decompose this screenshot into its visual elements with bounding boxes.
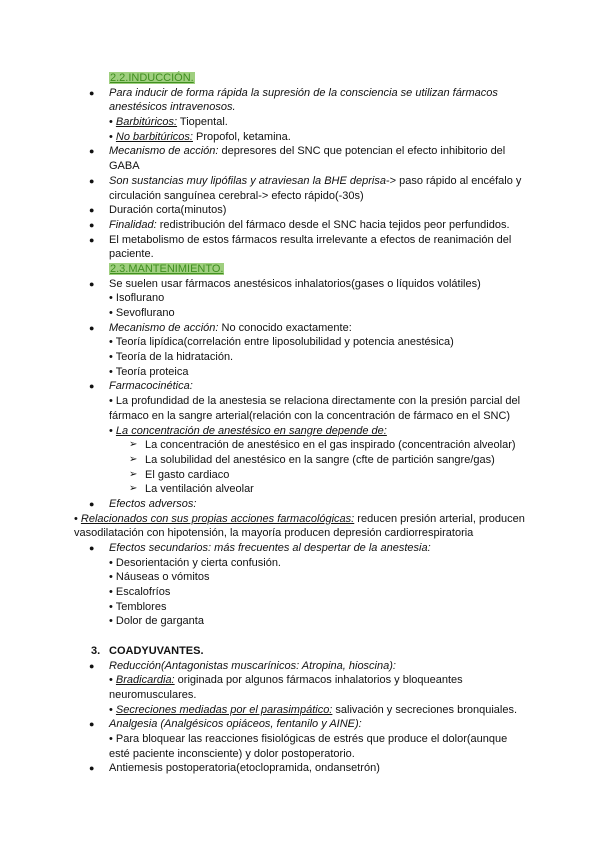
text-segment: salivación y secreciones bronquiales. <box>332 703 518 716</box>
text-line <box>0 453 600 468</box>
line-text <box>109 71 195 86</box>
text-line <box>0 350 600 365</box>
text-segment: • Temblores <box>109 600 167 613</box>
text-line <box>0 629 600 644</box>
highlighted-heading-text: 2.3.MANTENIMIENTO. <box>110 262 224 275</box>
line-text <box>109 174 521 189</box>
line-text <box>145 453 495 468</box>
line-text <box>109 350 233 365</box>
text-segment: La concentración de anestésico en el gas inspirado (concentración alveolar) <box>145 439 516 452</box>
text-segment: La ventilación alveolar <box>145 483 254 496</box>
arrow-bullet-icon: ➢ <box>129 468 138 480</box>
text-segment: • Teoría de la hidratación. <box>109 351 234 364</box>
document-page <box>0 71 600 776</box>
text-line <box>0 233 600 248</box>
text-line <box>0 570 600 585</box>
line-text <box>109 306 175 321</box>
bullet-icon: ● <box>89 146 95 157</box>
section-heading <box>0 71 600 86</box>
line-text <box>109 262 224 277</box>
text-segment: • <box>109 674 116 687</box>
text-segment: Bradicardia: <box>115 674 175 687</box>
text-segment: Analgesia (Analgésicos opiáceos, fentanilo y AINE): <box>109 718 362 731</box>
text-segment: • Dolor de garganta <box>109 615 204 628</box>
text-line <box>0 482 600 497</box>
bullet-icon: ● <box>89 87 95 98</box>
text-segment: Para inducir de forma rápida la supresión de la consciencia se utilizan fármacos <box>109 86 498 99</box>
line-text <box>109 688 196 703</box>
text-line <box>0 438 600 453</box>
text-segment: Mecanismo de acción: <box>109 321 219 334</box>
text-segment: • La profundidad de la anestesia se relaciona directamente con la presión parcial del <box>109 395 521 408</box>
text-segment: anestésicos intravenosos. <box>109 101 236 114</box>
text-line <box>0 365 600 380</box>
text-segment: • Escalofríos <box>109 586 171 599</box>
text-line <box>0 409 600 424</box>
bullet-icon: ● <box>89 719 95 730</box>
text-segment: depresores del SNC que potencian el efecto inhibitorio del <box>218 145 506 158</box>
text-segment: Antiemesis postoperatoria(etoclopramida, ondansetrón) <box>109 762 380 775</box>
text-segment: paciente. <box>109 248 154 261</box>
text-line <box>0 159 600 174</box>
text-segment: Propofol, ketamina. <box>192 130 291 143</box>
line-text <box>109 659 396 674</box>
line-text <box>109 732 507 747</box>
text-line <box>0 703 600 718</box>
line-text <box>109 717 362 732</box>
text-segment: Farmacocinética: <box>109 380 193 393</box>
text-segment: Se suelen usar fármacos anestésicos inhalatorios(gases o líquidos volátiles) <box>109 277 481 290</box>
line-text <box>109 321 352 336</box>
text-segment: • <box>109 424 116 437</box>
text-segment: • <box>109 116 116 129</box>
bullet-icon: ● <box>89 498 95 509</box>
text-segment: • Náuseas o vómitos <box>109 571 210 584</box>
bullet-icon: ● <box>89 219 95 230</box>
arrow-bullet-icon: ➢ <box>129 439 138 451</box>
text-segment: Reducción(Antagonistas muscarínicos: Atropina, hioscina): <box>109 659 396 672</box>
highlighted-heading-text: 2.2.INDUCCIÓN. <box>110 72 194 84</box>
text-segment: La solubilidad del anestésico en la sangre (cfte de partición sangre/gas) <box>145 453 495 466</box>
line-text <box>74 512 525 527</box>
text-line <box>0 394 600 409</box>
text-segment: Efectos secundarios: más frecuentes al despertar de la anestesia: <box>109 542 431 554</box>
text-line <box>0 218 600 233</box>
line-text <box>109 335 454 350</box>
bullet-icon: ● <box>89 205 95 216</box>
line-text <box>109 218 510 233</box>
text-line <box>0 585 600 600</box>
line-text <box>145 438 516 453</box>
line-text <box>109 379 193 394</box>
line-text <box>109 747 355 762</box>
text-segment: • Desorientación y cierta confusión. <box>109 556 281 569</box>
text-segment: redistribución del fármaco desde el SNC hacia tejidos peor perfundidos. <box>156 218 510 231</box>
text-segment: • Teoría lipídica(correlación entre liposolubilidad y potencia anestésica) <box>109 336 454 349</box>
text-line <box>0 468 600 483</box>
line-text <box>109 277 481 292</box>
text-segment: • Teoría proteica <box>109 365 189 378</box>
text-line <box>0 424 600 439</box>
text-segment: neuromusculares. <box>109 688 197 701</box>
text-segment: reducen presión arterial, producen <box>354 512 525 525</box>
text-segment: • Para bloquear las reacciones fisiológicas de estrés que produce el dolor(aunque <box>109 732 508 745</box>
arrow-bullet-icon: ➢ <box>129 453 138 465</box>
text-line <box>0 614 600 629</box>
text-line <box>0 600 600 615</box>
line-text <box>109 189 364 204</box>
text-segment: Duración corta(minutos) <box>109 204 227 217</box>
text-line <box>0 100 600 115</box>
text-line <box>0 291 600 306</box>
line-text <box>109 600 166 615</box>
text-line <box>0 688 600 703</box>
line-text <box>109 100 236 115</box>
text-line <box>0 306 600 321</box>
text-line <box>0 277 600 292</box>
line-text <box>109 585 170 600</box>
bullet-icon: ● <box>89 381 95 392</box>
text-line <box>0 732 600 747</box>
text-segment: Secreciones mediadas por el parasimpático: <box>115 703 333 716</box>
text-segment: El metabolismo de estos fármacos resulta irrelevante a efectos de reanimación del <box>109 233 512 246</box>
arrow-bullet-icon: ➢ <box>129 483 138 495</box>
line-text <box>109 144 505 159</box>
text-segment: • Isoflurano <box>109 292 165 305</box>
text-segment: GABA <box>109 160 140 173</box>
text-segment: vasodilatación con hipotensión, la mayoría producen depresión cardiorrespiratoria <box>74 527 474 540</box>
line-text <box>109 673 463 688</box>
section-heading <box>0 262 600 277</box>
text-segment: Mecanismo de acción: <box>109 145 219 158</box>
line-text <box>145 468 229 483</box>
text-line <box>0 526 600 541</box>
text-segment: • <box>74 512 81 525</box>
text-segment: Relacionados con sus propias acciones farmacológicas: <box>80 512 355 525</box>
line-text <box>109 556 281 571</box>
bullet-icon: ● <box>89 175 95 186</box>
text-segment: Barbitúricos: <box>115 116 178 129</box>
line-text <box>109 497 196 512</box>
text-line <box>0 379 600 394</box>
text-line <box>0 747 600 762</box>
text-segment: • Sevoflurano <box>109 307 175 319</box>
text-line <box>0 321 600 336</box>
text-line <box>0 556 600 571</box>
line-text <box>109 570 209 585</box>
bullet-icon: ● <box>89 660 95 671</box>
line-text <box>109 130 291 145</box>
line-text <box>109 394 520 409</box>
bullet-icon: ● <box>89 322 95 333</box>
line-text <box>109 541 431 556</box>
text-line <box>0 673 600 688</box>
text-line <box>0 717 600 732</box>
text-line <box>0 761 600 776</box>
text-line <box>0 130 600 145</box>
text-segment: No conocido exactamente: <box>218 321 352 334</box>
line-text <box>109 291 164 306</box>
text-segment: • <box>109 130 116 143</box>
line-text <box>74 526 473 541</box>
line-text <box>109 247 154 262</box>
numbered-heading <box>0 644 600 659</box>
bullet-icon: ● <box>89 234 95 245</box>
text-segment: Son sustancias muy lipófilas y atraviesan la BHE deprisa <box>109 174 386 187</box>
text-line <box>0 115 600 130</box>
text-segment: No barbitúricos: <box>115 130 193 143</box>
line-text <box>109 409 510 424</box>
text-line <box>0 335 600 350</box>
text-segment: Efectos adversos: <box>109 497 197 510</box>
bullet-icon: ● <box>89 763 95 774</box>
line-text <box>109 614 204 629</box>
text-segment: La concentración de anestésico en sangre depende de: <box>115 424 387 437</box>
text-line <box>0 189 600 204</box>
line-text <box>109 203 226 218</box>
text-segment: -> paso rápido al encéfalo y <box>385 174 522 187</box>
list-number: 3. <box>91 644 101 657</box>
text-line <box>0 86 600 101</box>
bullet-icon: ● <box>89 543 95 553</box>
text-line <box>0 512 600 527</box>
bullet-icon: ● <box>89 278 95 289</box>
line-text <box>109 424 387 439</box>
line-text <box>145 482 254 497</box>
text-line <box>0 659 600 674</box>
text-segment: El gasto cardiaco <box>145 468 230 481</box>
text-segment: circulación sanguínea cerebral-> efecto rápido(-30s) <box>109 189 364 202</box>
line-text <box>109 86 498 101</box>
text-segment: Finalidad: <box>109 218 157 231</box>
line-text <box>109 761 380 776</box>
line-text <box>109 365 188 380</box>
text-line <box>0 174 600 189</box>
text-line <box>0 541 600 556</box>
text-segment: originada por algunos fármacos inhalatorios y bloqueantes <box>174 674 463 687</box>
text-segment: fármaco en la sangre arterial(relación con la concentración de fármaco en el SNC) <box>109 409 511 422</box>
text-line <box>0 247 600 262</box>
line-text <box>109 115 228 130</box>
text-line <box>0 497 600 512</box>
text-segment: esté paciente inconsciente) y dolor postoperatorio. <box>109 747 355 760</box>
text-segment: • <box>109 703 116 716</box>
text-line <box>0 144 600 159</box>
text-segment: COADYUVANTES. <box>109 644 204 657</box>
text-segment: Tiopental. <box>177 116 228 129</box>
line-text <box>109 703 517 718</box>
text-line <box>0 203 600 218</box>
line-text <box>109 233 511 248</box>
line-text <box>109 644 204 659</box>
line-text <box>109 159 140 174</box>
